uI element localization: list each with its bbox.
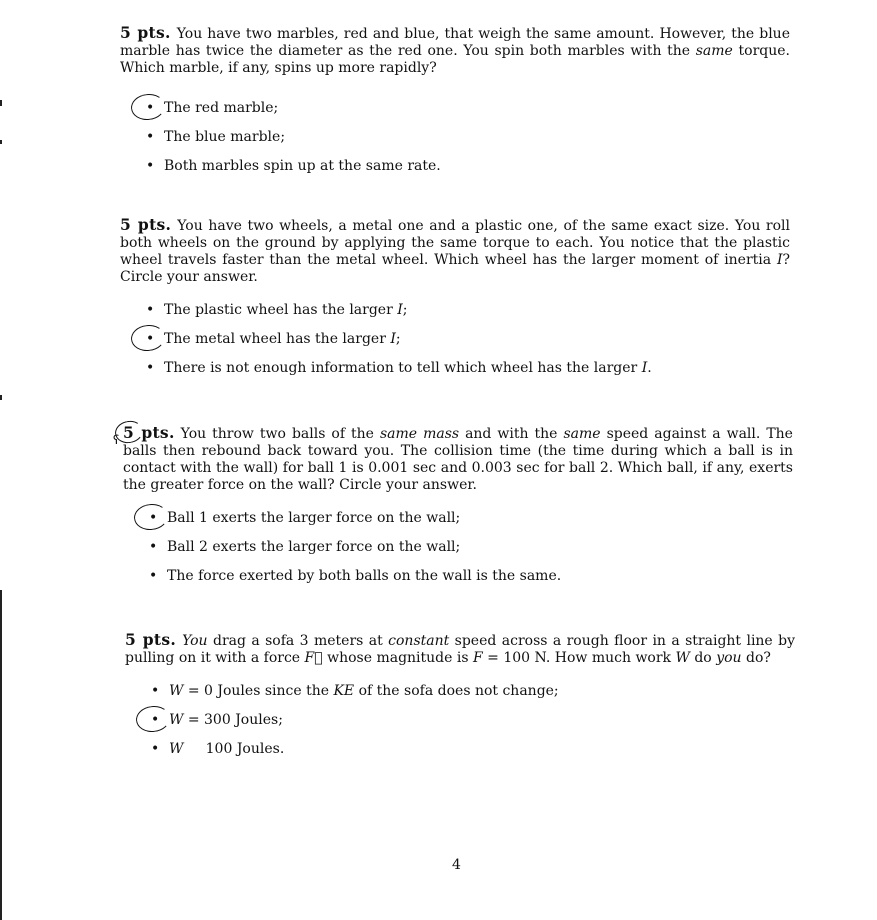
bullet: • [151, 741, 160, 757]
bullet: • [146, 158, 155, 174]
bullet: • [151, 683, 160, 699]
question-text: 5 pts. You have two wheels, a metal one and a plastic one, of the same exact size. You roll both wheels on the ground by applying the same torque to each. You notice that the plastic wheel travels faster than the metal wheel. Which wheel has the larger moment of inertia I? Circle your answer. [120, 215, 791, 285]
answer-option[interactable]: • There is not enough information to tell which wheel has the larger I. [146, 360, 652, 376]
points-label: 5 pts. [120, 23, 171, 42]
answer-option[interactable]: • W = 300 Joules; [125, 712, 795, 741]
question-4 [125, 631, 795, 770]
question-1 [120, 24, 790, 187]
answer-option[interactable]: • The red marble; [120, 100, 790, 129]
bullet: • [146, 129, 155, 145]
answer-option[interactable]: • The force exerted by both balls on the wall is the same. [149, 568, 562, 584]
bullet: • [146, 302, 155, 318]
scan-edge-mark [0, 395, 2, 400]
scan-edge-mark [0, 100, 2, 106]
answer-options [120, 302, 790, 389]
answer-option[interactable]: • The plastic wheel has the larger I; [146, 302, 408, 318]
answer-option[interactable]: • Ball 2 exerts the larger force on the wall; [149, 539, 461, 555]
question-text: 5 pts. You throw two balls of the same mass and with the same speed against a wall. The balls then rebound back toward you. The collision time (the time during which a ball is in contact with the wall) for ball 1 is 0.001 sec and 0.003 sec for ball 2. Which ball, if any, exerts the greater force on the wall? Circle your answer. [123, 423, 793, 493]
bullet: • [151, 712, 160, 728]
question-3 [113, 423, 793, 597]
question-text: 5 pts. You drag a sofa 3 meters at constant speed across a rough floor in a straight line by pulling on it with a force F⃗ whose magnitude is F = 100 N. How much work W do you do? [125, 630, 796, 666]
question-2 [120, 216, 790, 389]
bullet: • [146, 100, 155, 116]
bullet: • [146, 360, 155, 376]
points-label: 5 pts. [123, 423, 175, 442]
page-number: 4 [452, 857, 461, 873]
points-label: 5 pts. [125, 630, 177, 649]
bullet: • [149, 510, 158, 526]
bullet: • [146, 331, 155, 347]
scan-edge-line [0, 590, 2, 920]
handwritten-tick-mark: ʕ [113, 433, 120, 447]
answer-option[interactable]: • Ball 1 exerts the larger force on the wall; [123, 510, 793, 539]
answer-option[interactable]: • W = 0 Joules since the KE of the sofa does not change; [151, 683, 559, 699]
bullet: • [149, 539, 158, 555]
answer-option[interactable]: • The blue marble; [146, 129, 286, 145]
answer-option[interactable]: • The metal wheel has the larger I; [120, 331, 790, 360]
answer-option[interactable]: • Both marbles spin up at the same rate. [146, 158, 441, 174]
answer-options [120, 100, 790, 187]
answer-options [125, 683, 795, 770]
question-text: 5 pts. You have two marbles, red and blue, that weigh the same amount. However, the blue marble has twice the diameter as the red one. You spin both marbles with the same torque. Which marble, if any, spins up more rapidly? [120, 23, 790, 76]
answer-option[interactable]: • W 100 Joules. [151, 741, 285, 757]
bullet: • [149, 568, 158, 584]
answer-options [123, 510, 793, 597]
points-label: 5 pts. [120, 215, 172, 234]
scan-edge-mark [0, 140, 2, 144]
